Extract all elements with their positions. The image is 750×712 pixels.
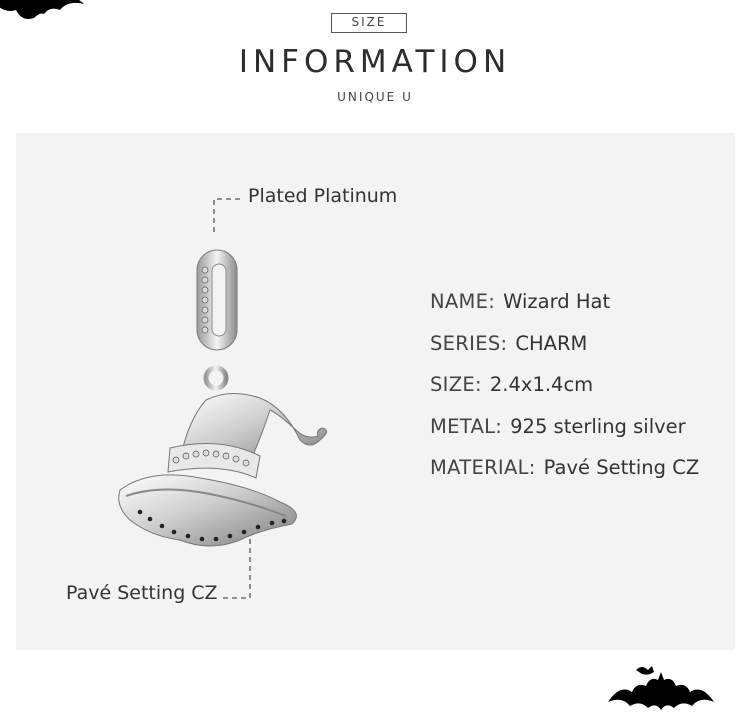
spec-key: NAME:: [430, 290, 496, 313]
spec-value: CHARM: [515, 331, 588, 355]
spec-value: Wizard Hat: [503, 290, 611, 313]
bat-icon: [606, 662, 716, 712]
spec-value: 2.4x1.4cm: [489, 373, 594, 396]
spec-row-metal: [430, 415, 699, 457]
size-badge: SIZE: [331, 13, 407, 33]
spec-key: SIZE:: [430, 373, 482, 396]
callout-pave-setting: Pavé Setting CZ: [66, 582, 218, 604]
spec-row-size: [430, 373, 699, 415]
spec-value: 925 sterling silver: [510, 414, 686, 438]
page-subtitle: UNIQUE U: [337, 90, 413, 104]
spec-row-name: [430, 290, 699, 332]
spec-row-series: [430, 332, 699, 374]
spec-value: Pavé Setting CZ: [543, 456, 700, 479]
spec-key: MATERIAL:: [430, 456, 536, 479]
spec-key: METAL:: [430, 414, 503, 438]
spec-list: [430, 290, 699, 498]
spec-key: SERIES:: [430, 331, 508, 355]
wizard-hat-charm-image: [110, 240, 340, 570]
spec-row-material: [430, 456, 699, 498]
page-title: INFORMATION: [238, 44, 512, 80]
bat-icon: [0, 0, 84, 28]
callout-plated-platinum: Plated Platinum: [248, 185, 398, 207]
